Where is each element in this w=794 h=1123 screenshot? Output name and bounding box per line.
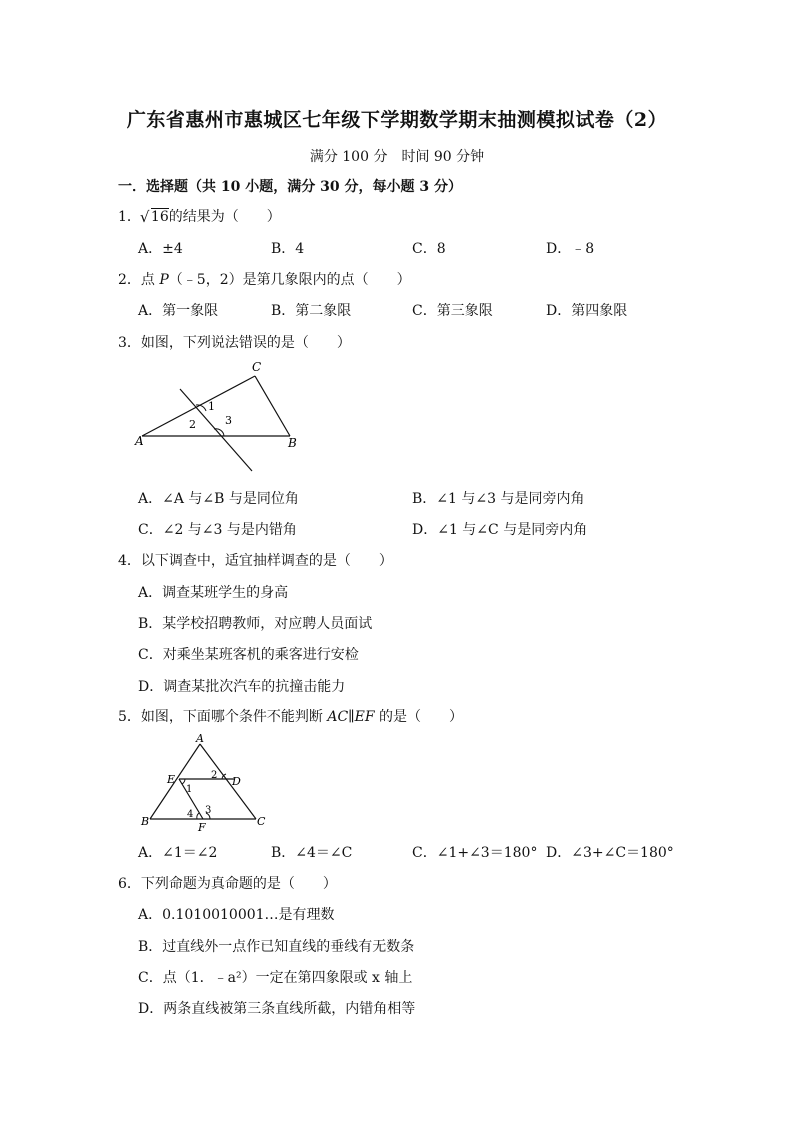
q1-option-c[interactable]: C．8 <box>412 241 446 257</box>
label-c: C <box>257 815 266 828</box>
q1-stem: 的结果为（ ） <box>168 209 281 225</box>
q3-option-b[interactable]: B．∠1 与∠3 与是同旁内角 <box>412 491 585 507</box>
q2-stem-b: （﹣5，2）是第几象限内的点（ ） <box>168 272 411 288</box>
q2-option-d[interactable]: D．第四象限 <box>546 303 628 319</box>
q4-option-d[interactable]: D．调查某批次汽车的抗撞击能力 <box>138 679 346 695</box>
angle-1-arc <box>182 779 185 784</box>
q2-option-a[interactable]: A．第一象限 <box>138 303 219 319</box>
q3-option-a[interactable]: A．∠A 与∠B 与是同位角 <box>138 491 299 507</box>
q2-option-c[interactable]: C．第三象限 <box>412 303 493 319</box>
point-var: P <box>159 272 169 288</box>
figure-triangle-transversal <box>132 358 302 478</box>
label-a: A <box>196 732 204 745</box>
question-6: 6．下列命题为真命题的是（ ） <box>118 876 337 892</box>
page-title: 广东省惠州市惠城区七年级下学期数学期末抽测模拟试卷（2） <box>126 109 668 131</box>
section-heading: 一．选择题（共 10 小题，满分 30 分，每小题 3 分） <box>118 179 462 195</box>
label-angle-2: 2 <box>211 770 218 781</box>
q6-option-d[interactable]: D．两条直线被第三条直线所截，内错角相等 <box>138 1001 416 1017</box>
q2-stem-a: 2．点 <box>118 272 160 288</box>
q4-option-c[interactable]: C．对乘坐某班客机的乘客进行安检 <box>138 647 359 663</box>
q5-stem-b: 的是（ ） <box>374 709 464 725</box>
question-5 <box>118 706 463 726</box>
label-f: F <box>198 821 206 834</box>
question-1 <box>118 206 281 226</box>
question-2 <box>118 269 411 289</box>
q5-option-b[interactable]: B．∠4＝∠C <box>271 845 353 861</box>
label-c: C <box>252 360 262 374</box>
angle-4-arc <box>197 813 199 819</box>
q2-option-b[interactable]: B．第二象限 <box>271 303 352 319</box>
label-angle-2: 2 <box>189 418 196 431</box>
exam-info: 满分 100 分 时间 90 分钟 <box>309 149 485 165</box>
q4-option-b[interactable]: B．某学校招聘教师，对应聘人员面试 <box>138 616 373 632</box>
q1-option-b[interactable]: B．4 <box>271 241 305 257</box>
radicand: 16 <box>150 209 169 225</box>
q1-option-a[interactable]: A．±4 <box>138 241 183 257</box>
q5-stem-a: 5．如图，下面哪个条件不能判断 <box>118 709 328 725</box>
q5-option-c[interactable]: C．∠1+∠3＝180° <box>412 845 538 861</box>
q1-number: 1． <box>118 209 141 225</box>
question-3: 3．如图，下列说法错误的是（ ） <box>118 335 351 351</box>
q6-option-c[interactable]: C．点（1．﹣a²）一定在第四象限或 x 轴上 <box>138 970 413 986</box>
figure-parallel-lines <box>138 732 274 834</box>
label-e: E <box>167 773 176 786</box>
q6-option-b[interactable]: B．过直线外一点作已知直线的垂线有无数条 <box>138 939 415 955</box>
label-a: A <box>135 434 144 448</box>
label-angle-3: 3 <box>205 805 212 816</box>
q3-option-d[interactable]: D．∠1 与∠C 与是同旁内角 <box>412 522 588 538</box>
q6-option-a[interactable]: A．0.1010010001…是有理数 <box>138 907 335 923</box>
label-b: B <box>141 815 150 828</box>
q3-option-c[interactable]: C．∠2 与∠3 与是内错角 <box>138 522 297 538</box>
label-angle-3: 3 <box>225 414 232 427</box>
label-angle-4: 4 <box>187 809 194 820</box>
q1-option-d[interactable]: D．﹣8 <box>546 241 595 257</box>
q5-option-d[interactable]: D．∠3+∠C＝180° <box>546 845 674 861</box>
q5-option-a[interactable]: A．∠1＝∠2 <box>138 845 218 861</box>
q4-option-a[interactable]: A．调查某班学生的身高 <box>138 585 289 601</box>
segment-cb <box>255 376 290 436</box>
question-4: 4．以下调查中，适宜抽样调查的是（ ） <box>118 553 393 569</box>
segment-ac <box>142 376 255 436</box>
parallel-relation: AC∥EF <box>327 709 375 725</box>
label-d: D <box>232 775 241 788</box>
label-angle-1: 1 <box>208 400 215 413</box>
label-angle-1: 1 <box>186 784 193 795</box>
angle-1-arc <box>196 405 206 411</box>
label-b: B <box>288 436 297 450</box>
sqrt-expression <box>141 209 169 225</box>
